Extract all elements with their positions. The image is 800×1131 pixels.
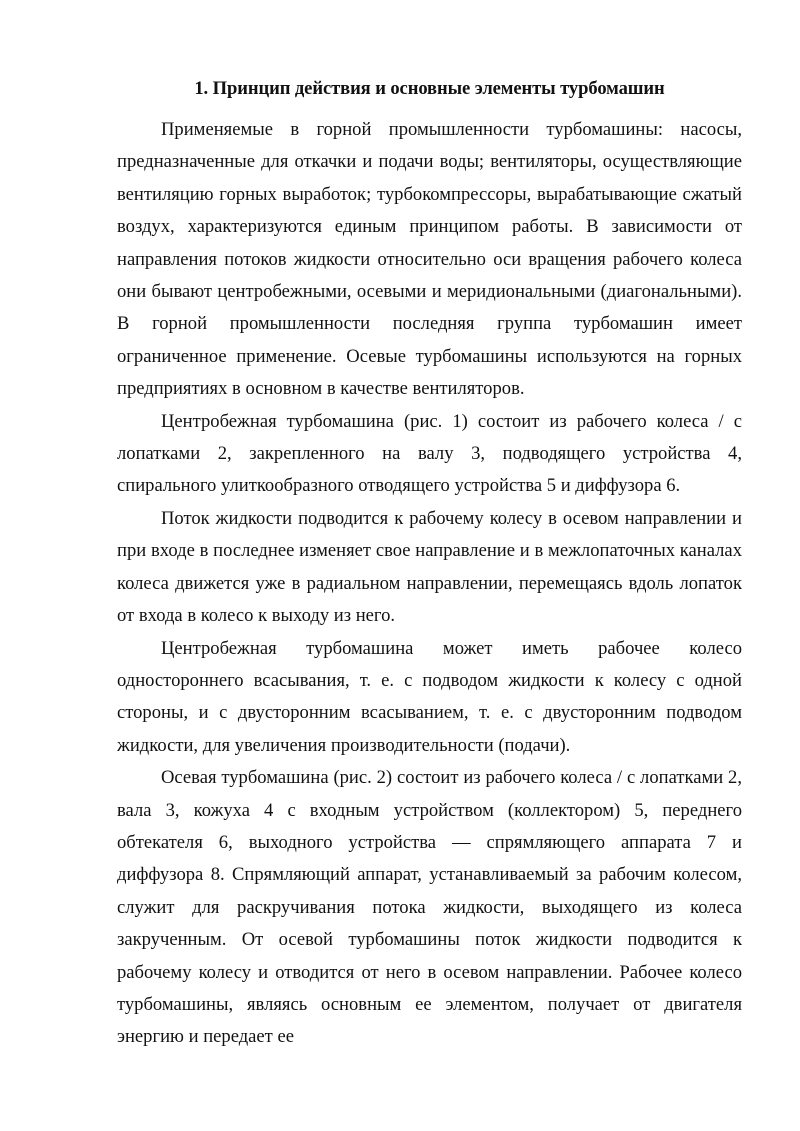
section-heading: 1. Принцип действия и основные элементы турбомашин [194,78,665,99]
paragraph-suction-types: Центробежная турбомашина может иметь рабочее колесо одностороннего всасывания, т. е. с подводом жидкости к колесу с одной стороны, и с двусторонним всасыванием, т. е. с двусторонним подводом жидкости, для увеличения производительности (подачи). [117,637,742,756]
paragraph-centrifugal-parts: Центробежная турбомашина (рис. 1) состоит из рабочего колеса / с лопатками 2, закрепленного на валу 3, подводящего устройства 4, спирального улиткообразного отводящего устройства 5 и диффузора 6. [117,410,742,497]
paragraph-intro: Применяемые в горной промышленности турбомашины: насосы, предназначенные для откачки и подачи воды; вентиляторы, осуществляющие вентиляцию горных выработок; турбокомпрессоры, вырабатывающие сжатый воздух, характеризуются единым принципом работы. В зависимости от направления потоков жидкости относительно оси вращения рабочего колеса они бывают центробежными, осевыми и меридиональными (диагональными). В горной промышленности последняя группа турбомашин имеет ограниченное применение. Осевые турбомашины используются на горных предприятиях в основном в качестве вентиляторов. [117,119,742,400]
paragraph-flow-path: Поток жидкости подводится к рабочему колесу в осевом направлении и при входе в последнее изменяет свое направление и в межлопаточных каналах колеса движется уже в радиальном направлении, перемещаясь вдоль лопаток от входа в колесо к выходу из него. [117,507,742,627]
paragraph-axial-machine: Осевая турбомашина (рис. 2) состоит из рабочего колеса / с лопатками 2, вала 3, кожуха 4 с входным устройством (коллектором) 5, переднего обтекателя 6, выходного устройства — спрямляющего аппарата 7 и диффузора 8. Спрямляющий аппарат, устанавливаемый за рабочим колесом, служит для раскручивания потока жидкости, выходящего из колеса закрученным. От осевой турбомашины поток жидкости подводится к рабочему колесу и отводится от него в осевом направлении. Рабочее колесо турбомашины, являясь основным ее элементом, получает от двигателя энергию и передает ее [117,767,742,1048]
document-page [117,74,742,1054]
